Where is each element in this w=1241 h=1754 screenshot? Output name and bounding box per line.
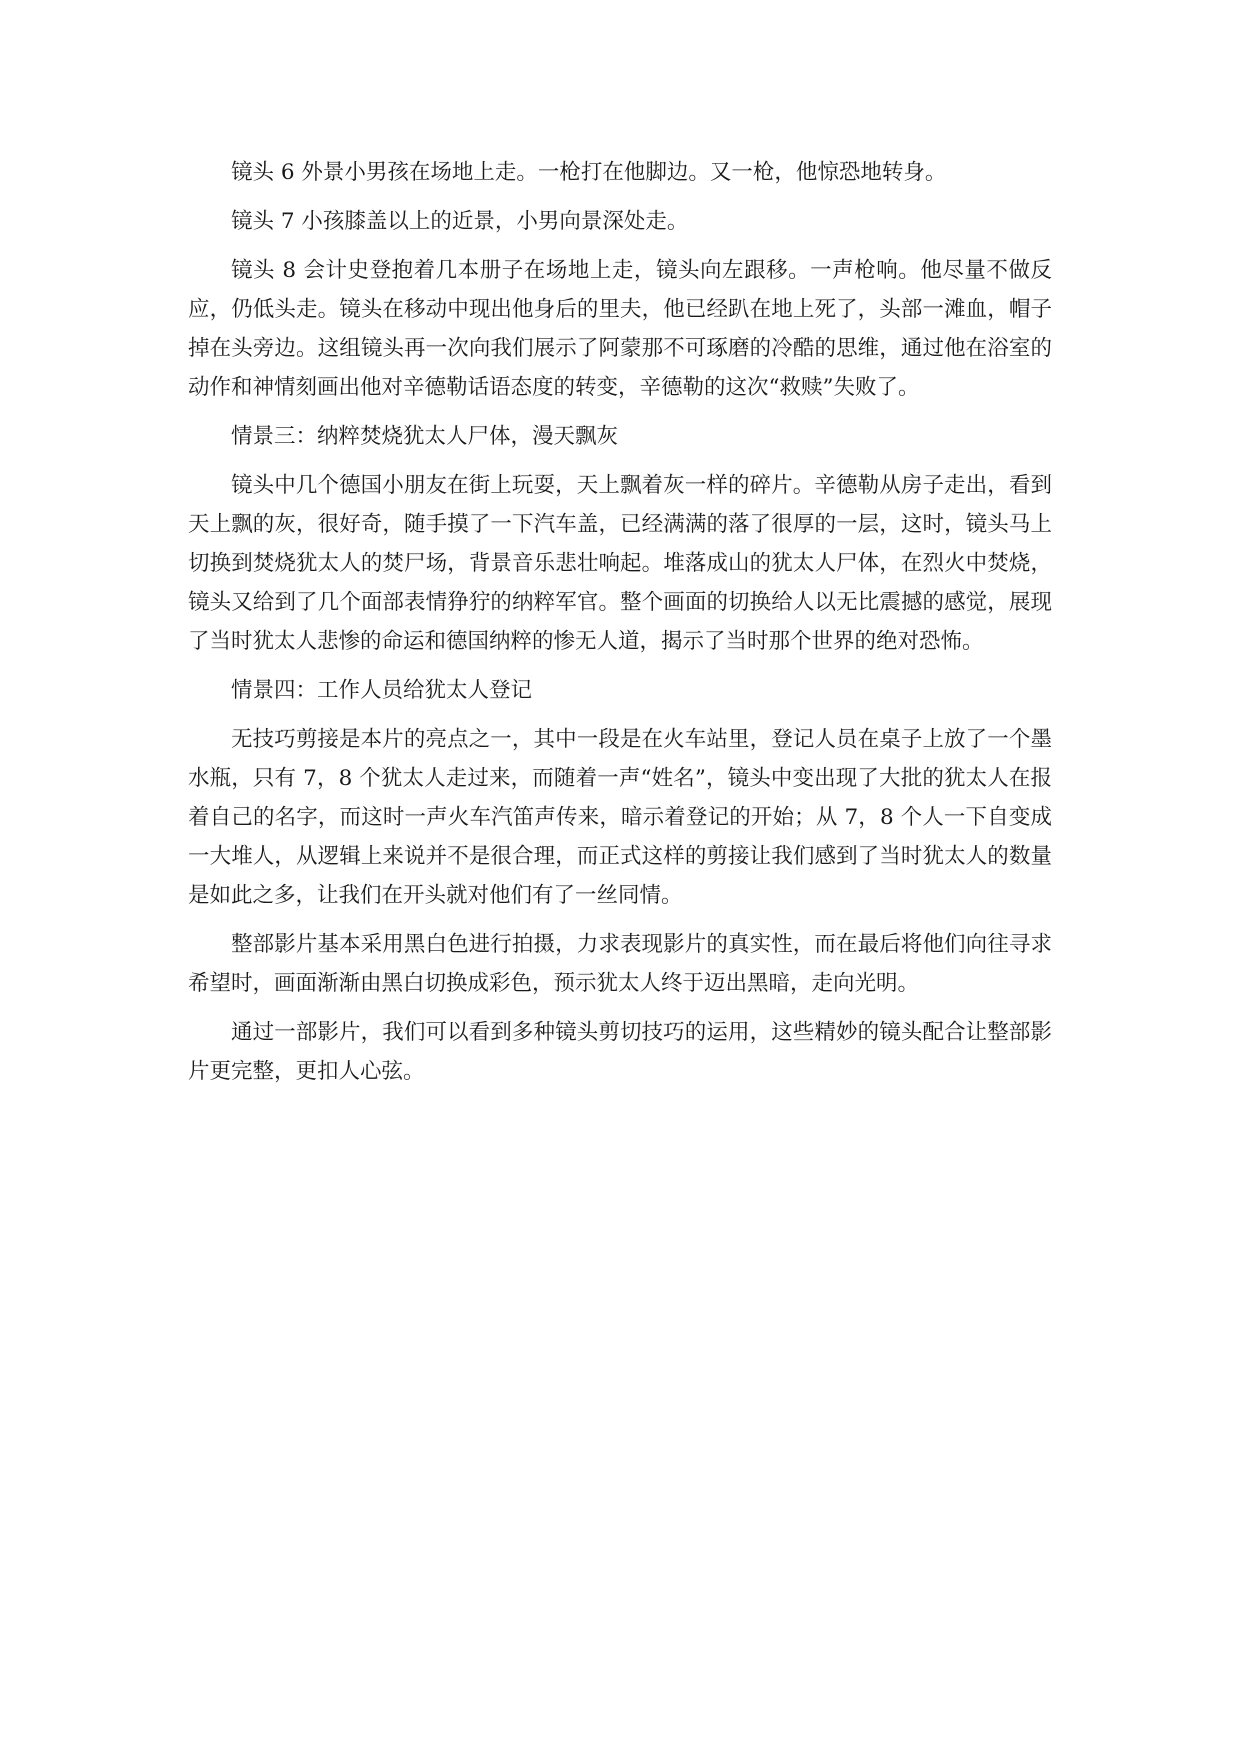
paragraph-shot-7: 镜头 7 小孩膝盖以上的近景，小男向景深处走。 bbox=[231, 209, 689, 234]
paragraph-shot-8: 镜头 8 会计史登抱着几本册子在场地上走，镜头向左跟移。一声枪响。他尽量不做反应，仍低头走。镜头在移动中现出他身后的里夫，他已经趴在地上死了，头部一滩血，帽子掉在头旁边。这组镜头再一次向我们展示了阿蒙那不可琢磨的冷酷的思维，通过他在浴室的动作和神情刻画出他对辛德勒话语态度的转变，辛德勒的这次“救赎”失败了。 bbox=[188, 258, 1052, 400]
paragraph-shot-6: 镜头 6 外景小男孩在场地上走。一枪打在他脚边。又一枪，他惊恐地转身。 bbox=[231, 160, 947, 185]
paragraph-scene-3: 镜头中几个德国小朋友在街上玩耍，天上飘着灰一样的碎片。辛德勒从房子走出，看到天上飘的灰，很好奇，随手摸了一下汽车盖，已经满满的落了很厚的一层，这时，镜头马上切换到焚烧犹太人的焚尸场，背景音乐悲壮响起。堆落成山的犹太人尸体，在烈火中焚烧，镜头又给到了几个面部表情狰狞的纳粹军官。整个画面的切换给人以无比震撼的感觉，展现了当时犹太人悲惨的命运和德国纳粹的惨无人道，揭示了当时那个世界的绝对恐怖。 bbox=[188, 473, 1052, 654]
paragraph-scene-4: 无技巧剪接是本片的亮点之一，其中一段是在火车站里，登记人员在桌子上放了一个墨水瓶，只有 7，8 个犹太人走过来，而随着一声“姓名”，镜头中变出现了大批的犹太人在报着自己的名字，而这时一声火车汽笛声传来，暗示着登记的开始；从 7，8 个人一下自变成一大堆人，从逻辑上来说并不是很合理，而正式这样的剪接让我们感到了当时犹太人的数量是如此之多，让我们在开头就对他们有了一丝同情。 bbox=[188, 727, 1052, 908]
paragraph-color: 整部影片基本采用黑白色进行拍摄，力求表现影片的真实性，而在最后将他们向往寻求希望时，画面渐渐由黑白切换成彩色，预示犹太人终于迈出黑暗，走向光明。 bbox=[188, 932, 1052, 996]
document-body bbox=[188, 153, 1052, 1091]
scene-4-heading: 情景四：工作人员给犹太人登记 bbox=[231, 678, 533, 703]
paragraph-conclusion: 通过一部影片，我们可以看到多种镜头剪切技巧的运用，这些精妙的镜头配合让整部影片更完整，更扣人心弦。 bbox=[188, 1020, 1052, 1084]
scene-3-heading: 情景三：纳粹焚烧犹太人尸体，漫天飘灰 bbox=[231, 424, 619, 449]
